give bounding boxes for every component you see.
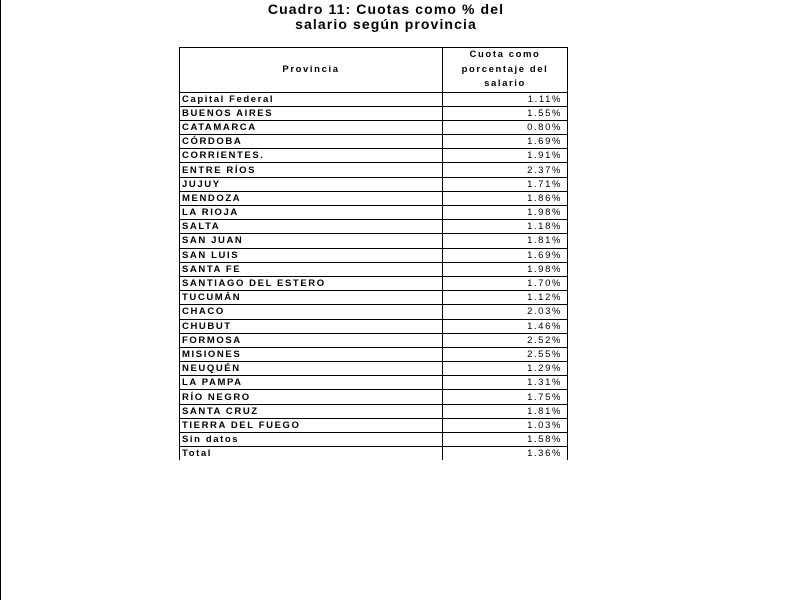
province-cell: LA RIOJA: [180, 206, 443, 220]
quota-cell: 1.75%: [443, 390, 568, 404]
province-cell: CORRIENTES.: [180, 149, 443, 163]
table-row: [180, 305, 568, 319]
table-title: [200, 2, 572, 32]
table-row: [180, 92, 568, 106]
quota-cell: 1.12%: [443, 291, 568, 305]
quota-cell: 1.29%: [443, 362, 568, 376]
table-row: [180, 248, 568, 262]
table-row: [180, 206, 568, 220]
province-cell: SAN LUIS: [180, 248, 443, 262]
quota-cell: 1.98%: [443, 262, 568, 276]
table-row: [180, 149, 568, 163]
province-cell: CHACO: [180, 305, 443, 319]
quota-cell: 0.80%: [443, 120, 568, 134]
province-cell: LA PAMPA: [180, 376, 443, 390]
province-cell: RÍO NEGRO: [180, 390, 443, 404]
province-cell: BUENOS AIRES: [180, 106, 443, 120]
quota-cell: 1.86%: [443, 191, 568, 205]
province-cell: SANTA CRUZ: [180, 404, 443, 418]
province-cell: ENTRE RÍOS: [180, 163, 443, 177]
table-row: [180, 319, 568, 333]
table-row: [180, 362, 568, 376]
table-row: [180, 191, 568, 205]
table-header-row: [180, 48, 568, 93]
quota-cell: 1.91%: [443, 149, 568, 163]
table-row: [180, 376, 568, 390]
province-cell: CATAMARCA: [180, 120, 443, 134]
quota-cell: 1.46%: [443, 319, 568, 333]
title-line-1: Cuadro 11: Cuotas como % del: [267, 1, 505, 17]
province-cell: CHUBUT: [180, 319, 443, 333]
quota-cell: 1.31%: [443, 376, 568, 390]
quota-cell: 2.55%: [443, 347, 568, 361]
quota-cell: 1.70%: [443, 276, 568, 290]
table-row: [180, 447, 568, 461]
table-row: [180, 163, 568, 177]
table-row: [180, 404, 568, 418]
province-cell: Total: [180, 447, 443, 461]
table-row: [180, 333, 568, 347]
table-row: [180, 220, 568, 234]
province-cell: JUJUY: [180, 177, 443, 191]
province-cell: SANTA FE: [180, 262, 443, 276]
quota-cell: 2.37%: [443, 163, 568, 177]
table-row: [180, 418, 568, 432]
quota-cell: 1.18%: [443, 220, 568, 234]
province-cell: SAN JUAN: [180, 234, 443, 248]
quota-cell: 1.69%: [443, 135, 568, 149]
province-cell: NEUQUÉN: [180, 362, 443, 376]
province-cell: Sin datos: [180, 433, 443, 447]
table-row: [180, 234, 568, 248]
quota-cell: 1.81%: [443, 234, 568, 248]
table-row: [180, 291, 568, 305]
province-cell: CÓRDOBA: [180, 135, 443, 149]
province-cell: MENDOZA: [180, 191, 443, 205]
table-row: [180, 106, 568, 120]
quota-cell: 1.11%: [443, 92, 568, 106]
table-row: [180, 390, 568, 404]
table-row: [180, 135, 568, 149]
table-row: [180, 433, 568, 447]
header-provincia: Provincia: [180, 48, 443, 93]
header-cuota-line-3: salario: [484, 78, 526, 89]
province-cell: SANTIAGO DEL ESTERO: [180, 276, 443, 290]
table-row: [180, 177, 568, 191]
quota-cell: 1.81%: [443, 404, 568, 418]
quota-cell: 1.03%: [443, 418, 568, 432]
header-cuota: [443, 48, 568, 93]
header-cuota-line-2: porcentaje del: [461, 63, 549, 75]
quota-cell: 1.55%: [443, 106, 568, 120]
quota-cell: 1.58%: [443, 433, 568, 447]
title-line-2: salario según provincia: [295, 16, 477, 32]
table-row: [180, 262, 568, 276]
province-cell: MISIONES: [180, 347, 443, 361]
province-cell: TIERRA DEL FUEGO: [180, 418, 443, 432]
province-cell: Capital Federal: [180, 92, 443, 106]
quota-cell: 2.52%: [443, 333, 568, 347]
table-row: [180, 347, 568, 361]
quota-cell: 1.36%: [443, 447, 568, 461]
header-cuota-line-1: Cuota como: [469, 49, 541, 60]
page-border: [0, 0, 1, 600]
table-row: [180, 276, 568, 290]
table-body: [180, 92, 568, 460]
table-row: [180, 120, 568, 134]
quotas-table: [179, 47, 568, 460]
province-cell: FORMOSA: [180, 333, 443, 347]
province-cell: SALTA: [180, 220, 443, 234]
quota-cell: 2.03%: [443, 305, 568, 319]
quota-cell: 1.71%: [443, 177, 568, 191]
quota-cell: 1.98%: [443, 206, 568, 220]
quota-cell: 1.69%: [443, 248, 568, 262]
province-cell: TUCUMÁN: [180, 291, 443, 305]
